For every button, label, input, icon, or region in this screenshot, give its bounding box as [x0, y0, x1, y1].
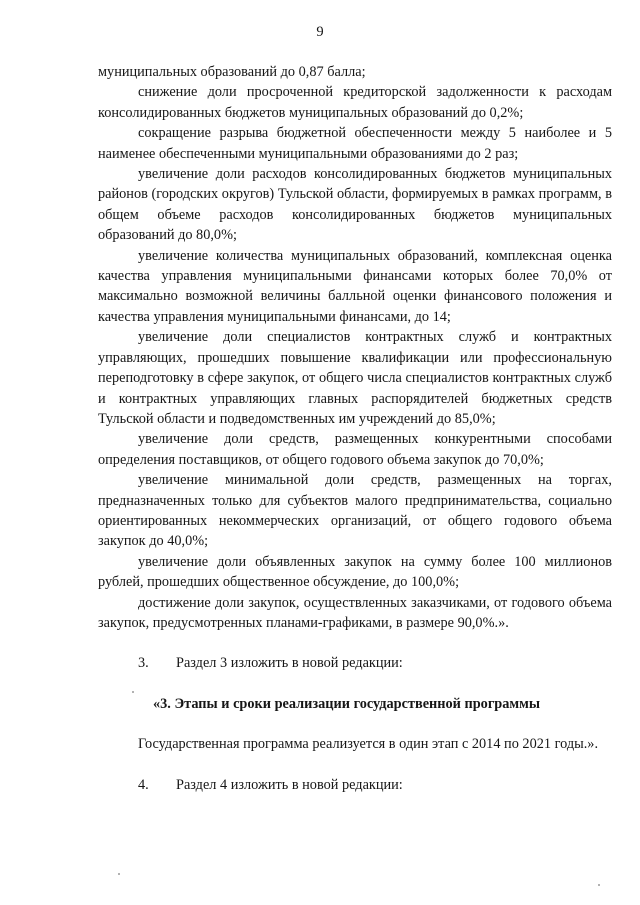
document-body: [98, 62, 612, 795]
paragraph: увеличение количества муниципальных образований, комплексная оценка качества управления муниципальными финансами которых более 70,0% от максимально возможной величины балльной оценки финансового положения и качества управления муниципальными финансами, до 14;: [98, 247, 612, 325]
scan-speck: [598, 884, 600, 886]
paragraph: достижение доли закупок, осуществленных заказчиками, от годового объема закупок, предусмотренных планами-графиками, в размере 90,0%.».: [98, 594, 612, 631]
paragraph: увеличение доли специалистов контрактных служб и контрактных управляющих, прошедших повышение квалификации или профессиональную переподготовку в сфере закупок, от общего числа специалистов контрактных служб и контрактных управляющих главных распорядителей бюджетных средств Тульской области и подведомственных им учреждений до 85,0%;: [98, 329, 612, 427]
item-number: 3.: [138, 655, 149, 672]
numbered-item-3: [98, 653, 612, 673]
paragraph: увеличение доли средств, размещенных конкурентными способами определения поставщиков, от общего годового объема закупок до 70,0%;: [98, 431, 612, 468]
section-heading: «3. Этапы и сроки реализации государственной программы: [153, 695, 541, 712]
scan-speck: [118, 873, 120, 875]
paragraph: увеличение минимальной доли средств, размещенных на торгах, предназначенных только для субъектов малого предпринимательства, социально ориентированных некоммерческих организаций, от общего годового объема закупок до 40,0%;: [98, 472, 612, 550]
section-paragraph: Государственная программа реализуется в один этап с 2014 по 2021 годы.».: [138, 736, 599, 753]
paragraph: увеличение доли расходов консолидированных бюджетов муниципальных районов (городских округов) Тульской области, формируемых в рамках программ, в общем объеме расходов консолидированных бюджетов муниципальных образований до 80,0%;: [98, 166, 612, 244]
item-text: Раздел 3 изложить в новой редакции:: [176, 655, 403, 672]
numbered-item-4: [98, 775, 612, 795]
paragraph: сокращение разрыва бюджетной обеспеченности между 5 наиболее и 5 наименее обеспеченными муниципальными образованиями до 2 раз;: [98, 125, 612, 162]
paragraph: увеличение доли объявленных закупок на сумму более 100 миллионов рублей, прошедших общественное обсуждение, до 100,0%;: [98, 553, 612, 591]
page-number: 9: [316, 24, 324, 40]
paragraph: муниципальных образований до 0,87 балла;: [98, 64, 366, 80]
scan-speck: [132, 691, 134, 693]
paragraph: снижение доли просроченной кредиторской задолженности к расходам консолидированных бюджетов муниципальных образований до 0,2%;: [98, 84, 612, 121]
item-number: 4.: [138, 776, 149, 793]
item-text: Раздел 4 изложить в новой редакции:: [176, 776, 403, 793]
